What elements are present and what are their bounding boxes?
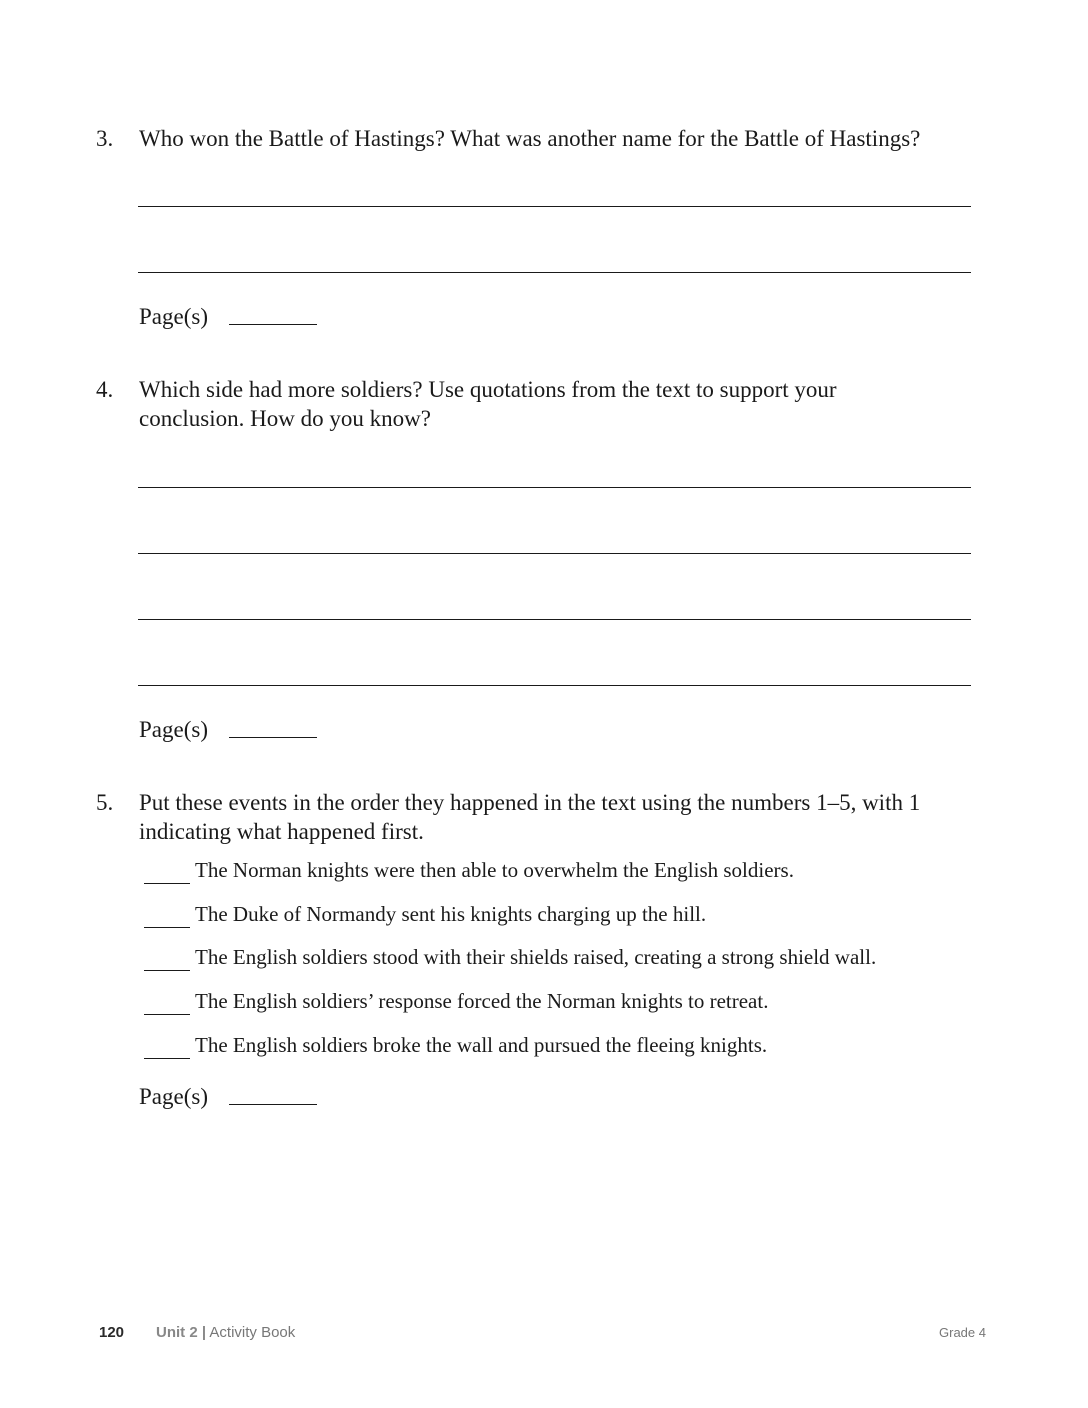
question-3-number: 3.: [96, 126, 114, 151]
event-3-text: The English soldiers stood with their shields raised, creating a strong shield wall.: [195, 945, 877, 969]
question-4-number: 4.: [96, 377, 114, 402]
event-2-order-blank[interactable]: [144, 927, 190, 928]
question-4-answer-line-2[interactable]: [138, 553, 971, 554]
event-2-text: The Duke of Normandy sent his knights charging up the hill.: [195, 902, 707, 926]
question-4-text-line-1: Which side had more soldiers? Use quotations from the text to support your: [139, 377, 837, 402]
question-3-page-blank[interactable]: [229, 324, 317, 325]
footer-unit-title: [156, 1323, 295, 1343]
event-1-text: The Norman knights were then able to overwhelm the English soldiers.: [195, 858, 794, 882]
question-5-page-blank[interactable]: [229, 1104, 317, 1105]
footer-book: Activity Book: [209, 1324, 296, 1341]
question-5-page-label: Page(s): [139, 1084, 208, 1109]
footer-page-number: 120: [99, 1324, 125, 1341]
footer-grade: Grade 4: [939, 1325, 986, 1340]
question-4-page-label: Page(s): [139, 717, 208, 742]
question-4-answer-line-3[interactable]: [138, 619, 971, 620]
event-5-order-blank[interactable]: [144, 1058, 190, 1059]
event-5-text: The English soldiers broke the wall and pursued the fleeing knights.: [195, 1033, 768, 1057]
question-3-page-label: Page(s): [139, 304, 208, 329]
event-3-order-blank[interactable]: [144, 970, 190, 971]
question-5-number: 5.: [96, 790, 114, 815]
event-1-order-blank[interactable]: [144, 883, 190, 884]
footer-unit: Unit 2: [156, 1324, 198, 1341]
question-3-text: Who won the Battle of Hastings? What was another name for the Battle of Hastings?: [139, 126, 921, 151]
event-4-text: The English soldiers’ response forced the Norman knights to retreat.: [195, 989, 769, 1013]
question-5-text-line-1: Put these events in the order they happened in the text using the numbers 1–5, with 1: [139, 790, 921, 815]
footer-separator: |: [201, 1324, 207, 1341]
question-3-answer-line-2[interactable]: [138, 272, 971, 273]
question-4-answer-line-4[interactable]: [138, 685, 971, 686]
question-4-text-line-2: conclusion. How do you know?: [139, 406, 431, 431]
question-5-text-line-2: indicating what happened first.: [139, 819, 424, 844]
event-4-order-blank[interactable]: [144, 1014, 190, 1015]
question-4-page-blank[interactable]: [229, 737, 317, 738]
question-4-answer-line-1[interactable]: [138, 487, 971, 488]
question-3-answer-line-1[interactable]: [138, 206, 971, 207]
